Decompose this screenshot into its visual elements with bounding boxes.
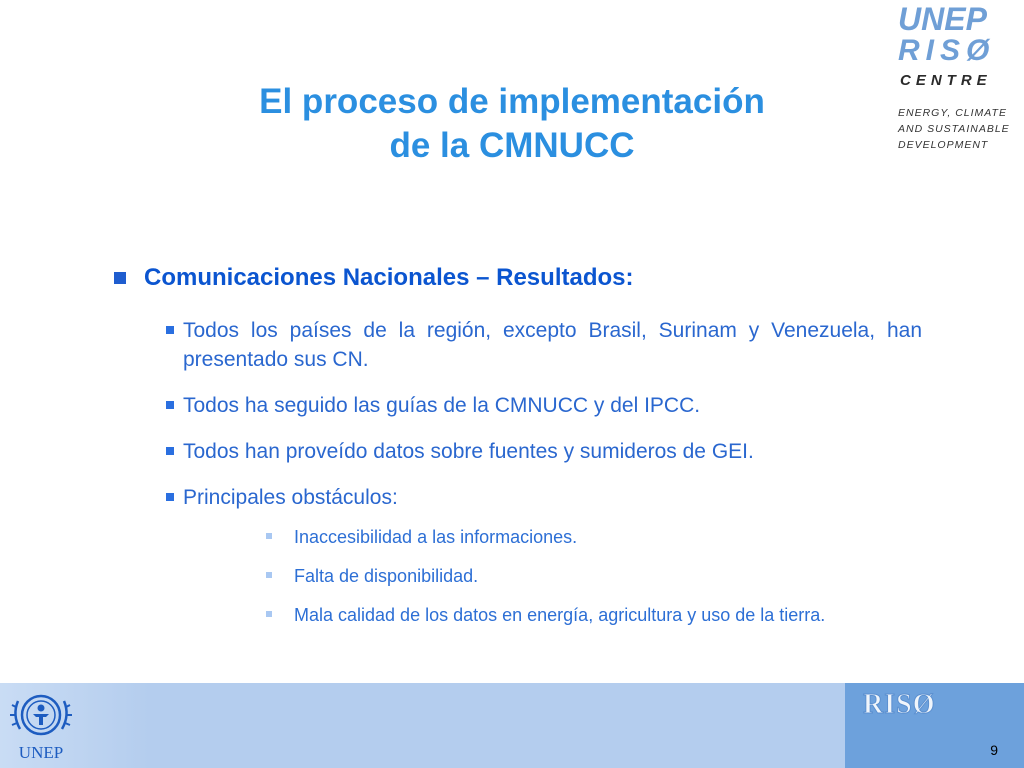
list-item [166,437,922,466]
list-item-text: Todos ha seguido las guías de la CMNUCC y del IPCC. [183,394,701,417]
slide-title [160,80,864,168]
sub-list-item [266,603,922,627]
square-bullet-icon [266,611,272,617]
logo-tagline-3: DEVELOPMENT [898,139,989,151]
obstacle-list [266,525,922,627]
section-heading-text: Comunicaciones Nacionales – Resultados: [144,264,634,291]
un-emblem-icon [6,687,76,763]
unep-riso-centre-logo [896,0,1024,160]
footer-right-panel [845,683,1024,768]
logo-line-unep: UNEP [898,1,987,37]
square-bullet-icon [166,447,174,455]
sub-list-item-text: Inaccesibilidad a las informaciones. [294,527,578,547]
unep-label: UNEP [18,743,64,762]
list-item-text: Todos los países de la región, excepto Brasil, Surinam y Venezuela, han presentado sus CN. [183,319,922,371]
square-bullet-icon [266,533,272,539]
logo-line-riso: RISØ [898,34,996,67]
square-bullet-icon [266,572,272,578]
result-list [166,316,922,627]
list-item-text: Todos han proveído datos sobre fuentes y sumideros de GEI. [183,440,754,463]
title-line-1: El proceso de implementación [259,82,765,121]
sub-list-item [266,525,922,549]
list-item [166,391,922,420]
square-bullet-icon [166,326,174,334]
riso-logo: RISØ [863,689,936,720]
logo-line-centre: CENTRE [900,72,992,89]
logo-tagline-1: ENERGY, CLIMATE [898,107,1007,119]
sub-list-item [266,564,922,588]
slide-body [112,262,924,642]
footer-band [0,683,1024,768]
square-bullet-icon [114,272,126,284]
list-item [166,316,922,374]
logo-tagline-2: AND SUSTAINABLE [898,123,1010,135]
list-item [166,483,922,512]
square-bullet-icon [166,401,174,409]
page-number: 9 [990,742,998,758]
sub-list-item-text: Mala calidad de los datos en energía, agricultura y uso de la tierra. [294,605,826,625]
title-line-2: de la CMNUCC [389,126,635,165]
sub-list-item-text: Falta de disponibilidad. [294,566,479,586]
square-bullet-icon [166,493,174,501]
list-item-text: Principales obstáculos: [183,486,398,509]
section-heading [112,262,924,294]
